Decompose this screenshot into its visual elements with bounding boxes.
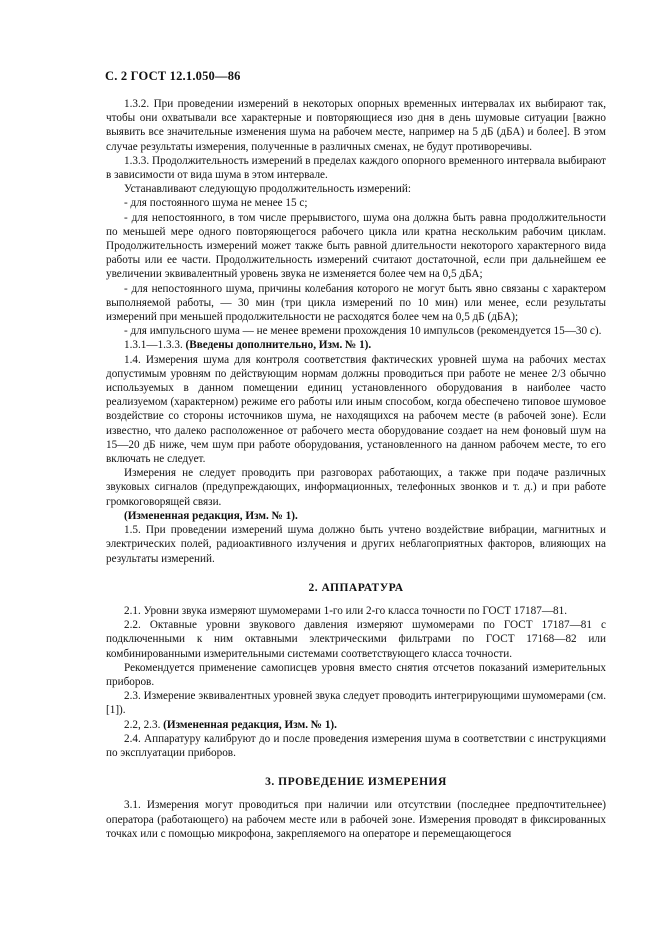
paragraph-1-4: 1.4. Измерения шума для контроля соответствия фактических уровней шума на рабочих местах допустимым уровням по действующим нормам должны проводиться при работе не менее 2/3 обычно используемых в данном помещении единиц установленного оборудования в наиболее часто реализуемом (характерном) режиме его работы или иным способом, когда обеспечено типовое шумовое воздействие со стороны источников шума, не находящихся на рабочем месте (в рабочей зоне). Если известно, что далеко расположенное от рабочего места оборудование создает на нем фоновый шум на 15—20 дБ ниже, чем шум при работе оборудования, установленного на данном рабочем месте, то его включать не следует.: [106, 353, 606, 466]
amendment-note-3: [106, 718, 606, 732]
amendment-bold: (Измененная редакция, Изм. № 1).: [163, 718, 337, 731]
amendment-prefix: 1.3.1—1.3.3.: [124, 339, 186, 352]
list-item-nonconstant-noise: - для непостоянного, в том числе прерывистого, шума она должна быть равна продолжительности по меньшей мере одного повторяющегося рабочего цикла или кратна нескольким рабочим циклам. Продолжительность измерений может также быть равной длительности некоторого характерного вида работы или ее части. Продолжительность измерений считают достаточной, если при дальнейшем ее увеличении эквивалентный уровень звука не изменяется более чем на 0,5 дБА;: [106, 211, 606, 281]
list-item-impulse-noise: - для импульсного шума — не менее времени прохождения 10 импульсов (рекомендуется 15—30 с).: [124, 325, 602, 338]
paragraph-recorders: Рекомендуется применение самописцев уровня вместо снятия отсчетов показаний измерительных приборов.: [106, 661, 606, 688]
paragraph-2-3: 2.3. Измерение эквивалентных уровней звука следует проводить интегрирующими шумомерами (см. [1]).: [106, 690, 606, 717]
paragraph-3-1: 3.1. Измерения могут проводиться при наличии или отсутствии (последнее предпочтительнее) оператора (работающего) на рабочем месте или в рабочей зоне. Измерения проводят в фиксированных точках или с помощью микрофона, закрепляемого на операторе и перемещающегося: [106, 799, 606, 840]
paragraph-1-5: 1.5. При проведении измерений шума должно быть учтено воздействие вибрации, магнитных и электрических полей, радиоактивного излучения и других неблагоприятных факторов, влияющих на результаты измерений.: [106, 524, 606, 565]
document-body: [106, 97, 606, 841]
paragraph-1-3-2: 1.3.2. При проведении измерений в некоторых опорных временных интервалах их выбирают так, чтобы они охватывали все характерные и повторяющиеся изо дня в день шумовые ситуации [важно выявить все значительные изменения шума на рабочем месте, например на 5 дБ (дБА) и более]. В этом случае результаты измерения, полученные в различных сменах, не будут противоречивы.: [106, 98, 606, 153]
list-item-fluctuating-noise: - для непостоянного шума, причины колебания которого не могут быть явно связаны с характером выполняемой работы, — 30 мин (три цикла измерений по 10 мин) или менее, если результаты измерений при меньшей продолжительности не расходятся более чем на 0,5 дБ (дБА);: [106, 282, 606, 324]
amendment-prefix: 2.2, 2.3.: [124, 718, 164, 731]
paragraph-no-measurement: Измерения не следует проводить при разговорах работающих, а также при подаче различных звуковых сигналов (предупреждающих, информационных, телефонных звонков и т. д.) и при работе громкоговорящей связи.: [106, 467, 606, 508]
amendment-bold: (Введены дополнительно, Изм. № 1).: [185, 339, 372, 352]
section-heading-measurement: 3. ПРОВЕДЕНИЕ ИЗМЕРЕНИЯ: [265, 776, 447, 789]
paragraph-2-4: 2.4. Аппаратуру калибруют до и после проведения измерения шума в соответствии с инструкциями по эксплуатации приборов.: [106, 732, 606, 759]
amendment-note-2: [106, 509, 606, 523]
section-heading-apparatus: 2. АППАРАТУРА: [308, 581, 404, 594]
amendment-note-1: [106, 338, 606, 352]
paragraph-2-1: 2.1. Уровни звука измеряют шумомерами 1-го или 2-го класса точности по ГОСТ 17187—81.: [124, 604, 568, 617]
amendment-bold: (Измененная редакция, Изм. № 1).: [124, 509, 298, 522]
paragraph-durations-intro: Устанавливают следующую продолжительность измерений:: [124, 183, 411, 196]
list-item-constant-noise: - для постоянного шума не менее 15 с;: [124, 197, 308, 210]
paragraph-1-3-3: 1.3.3. Продолжительность измерений в пределах каждого опорного временного интервала выбирают в зависимости от вида шума в этом интервале.: [106, 154, 606, 182]
page-header: С. 2 ГОСТ 12.1.050—86: [105, 69, 241, 83]
paragraph-2-2: 2.2. Октавные уровни звукового давления измеряют шумомерами по ГОСТ 17187—81 с подключенными к ним октавными электрическими фильтрами по ГОСТ 17168—82 или комбинированными измерительными системами соответствующего класса точности.: [106, 619, 606, 660]
